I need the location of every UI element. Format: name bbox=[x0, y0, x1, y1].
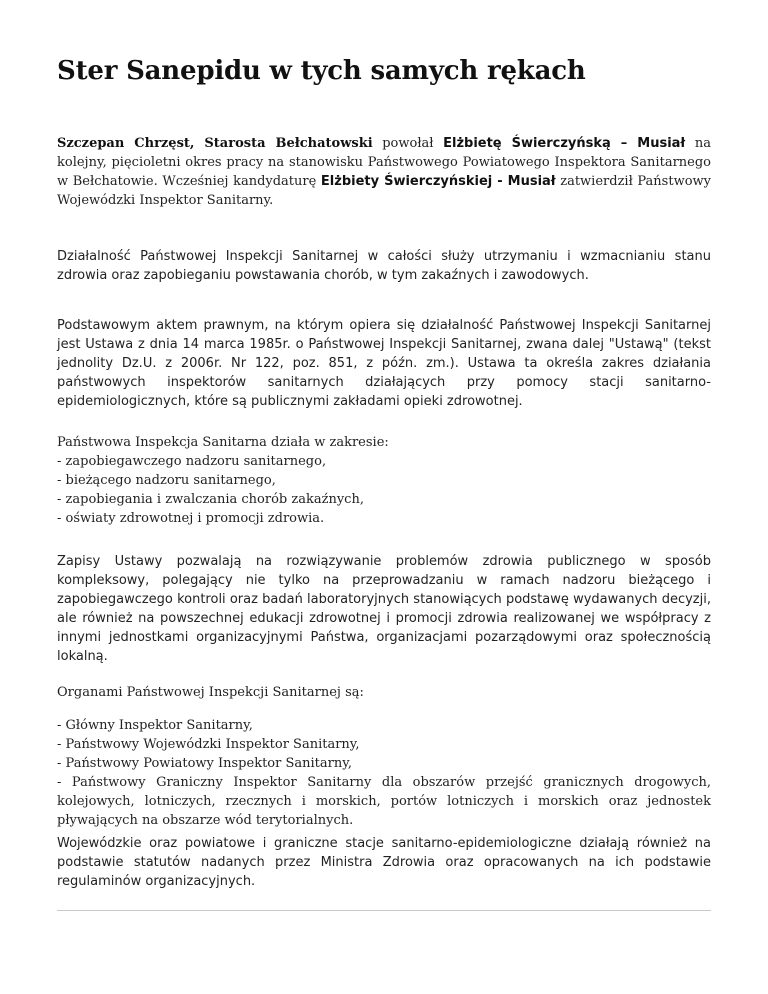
scope-section bbox=[57, 433, 711, 528]
list-item: - Główny Inspektor Sanitarny, bbox=[57, 718, 253, 733]
legal-basis-paragraph: Podstawowym aktem prawnym, na którym opiera się działalność Państwowej Inspekcji Sanitarnej jest Ustawa z dnia 14 marca 1985r. o Państwowej Inspekcji Sanitarnej, zwana dalej "Ustawą" (tekst jednolity Dz.U. z 2006r. Nr 122, poz. 851, z późn. zm.). Ustawa ta określa zakres działania państwowych inspektorów sanitarnych działających przy pomocy stacji sanitarno-epidemiologicznych, które są publicznymi zakładami opieki zdrowotnej. bbox=[57, 318, 711, 409]
footer-divider bbox=[57, 910, 711, 911]
list-item: - bieżącego nadzoru sanitarnego, bbox=[57, 473, 276, 488]
inspector-name-genitive: Elżbiety Świerczyńskiej - Musiał bbox=[320, 174, 556, 189]
list-item: - Państwowy Powiatowy Inspektor Sanitarny, bbox=[57, 756, 352, 771]
starosta-name: Szczepan Chrzęst, Starosta Bełchatowski bbox=[57, 136, 373, 151]
list-item: - Państwowy Graniczny Inspektor Sanitarny dla obszarów przejść granicznych drogowych, kolejowych, lotniczych, rzecznych i morskich, portów lotniczych i morskich oraz jednostek pływających na obszarze wód terytorialnych. bbox=[57, 775, 711, 828]
list-item: - zapobiegania i zwalczania chorób zakaźnych, bbox=[57, 492, 364, 507]
list-item: - zapobiegawczego nadzoru sanitarnego, bbox=[57, 454, 327, 469]
inspector-name: Elżbietę Świerczyńską – Musiał bbox=[443, 136, 686, 151]
article-title: Ster Sanepidu w tych samych rękach bbox=[57, 56, 586, 86]
statutes-paragraph: Wojewódzkie oraz powiatowe i graniczne stacje sanitarno-epidemiologiczne działają również na podstawie statutów nadanych przez Ministra Zdrowia oraz opracowanych na ich podstawie regulaminów organizacyjnych. bbox=[57, 836, 711, 889]
organs-list bbox=[57, 716, 711, 830]
activity-paragraph: Działalność Państwowej Inspekcji Sanitarnej w całości służy utrzymaniu i wzmacnianiu stanu zdrowia oraz zapobieganiu powstawania chorób, w tym zakaźnych i zawodowych. bbox=[57, 249, 711, 283]
list-item: - Państwowy Wojewódzki Inspektor Sanitarny, bbox=[57, 737, 360, 752]
regulations-paragraph: Zapisy Ustawy pozwalają na rozwiązywanie problemów zdrowia publicznego w sposób kompleksowy, polegający nie tylko na przeprowadzaniu w ramach nadzoru bieżącego i zapobiegawczego kontroli oraz badań laboratoryjnych stanowiących podstawę wydawanych decyzji, ale również na powszechnej edukacji zdrowotnej i promocji zdrowia realizowanej we współpracy z innymi jednostkami organizacyjnymi Państwa, organizacjami pozarządowymi oraz społecznością lokalną. bbox=[57, 554, 711, 664]
list-item: - oświaty zdrowotnej i promocji zdrowia. bbox=[57, 511, 325, 526]
intro-paragraph: Szczepan Chrzęst, Starosta Bełchatowski powołał Elżbietę Świerczyńską – Musiał na kolejny, pięcioletni okres pracy na stanowisku Państwowego Powiatowego Inspektora Sanitarnego w Bełchatowie. Wcześniej kandydaturę Elżbiety Świerczyńskiej - Musiał zatwierdził Państwowy Wojewódzki Inspektor Sanitarny. bbox=[57, 136, 711, 208]
scope-heading: Państwowa Inspekcja Sanitarna działa w zakresie: bbox=[57, 435, 389, 450]
organs-heading: Organami Państwowej Inspekcji Sanitarnej są: bbox=[57, 685, 364, 700]
